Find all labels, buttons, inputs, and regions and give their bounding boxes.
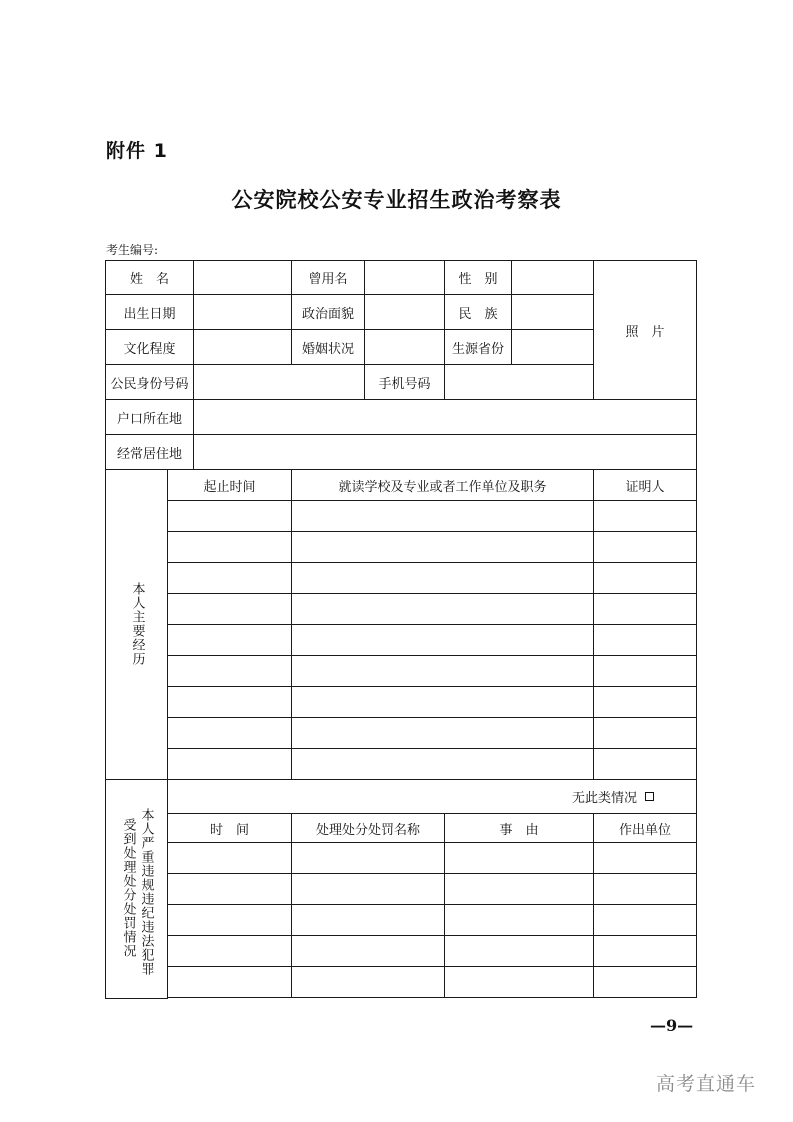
- experience-row-2-col-2[interactable]: [291, 531, 594, 563]
- gender-field[interactable]: [511, 260, 594, 295]
- experience-header-witness: 证明人: [593, 469, 697, 501]
- violations-header-reason: 事 由: [444, 813, 594, 843]
- violation-row-1-col-2[interactable]: [291, 842, 445, 874]
- experience-row-6-col-3[interactable]: [593, 655, 697, 687]
- violation-row-5-col-3[interactable]: [444, 966, 594, 998]
- experience-row-7-col-1[interactable]: [167, 686, 292, 718]
- experience-row-3-col-1[interactable]: [167, 562, 292, 594]
- ethnicity-field[interactable]: [511, 294, 594, 330]
- birth-date-field[interactable]: [193, 294, 292, 330]
- violation-row-1-col-1[interactable]: [167, 842, 292, 874]
- watermark: 高考直通车: [656, 1073, 757, 1095]
- gender-label: 性 别: [444, 260, 512, 295]
- marital-status-label: 婚姻状况: [291, 329, 365, 365]
- experience-row-6-col-1[interactable]: [167, 655, 292, 687]
- experience-row-9-col-2[interactable]: [291, 748, 594, 780]
- experience-row-4-col-1[interactable]: [167, 593, 292, 625]
- experience-header-school-unit: 就读学校及专业或者工作单位及职务: [291, 469, 594, 501]
- education-label: 文化程度: [105, 329, 194, 365]
- no-such-case-row: [167, 779, 697, 814]
- violation-row-5-col-4[interactable]: [593, 966, 697, 998]
- experience-row-5-col-3[interactable]: [593, 624, 697, 656]
- violation-row-2-col-4[interactable]: [593, 873, 697, 905]
- marital-status-field[interactable]: [364, 329, 445, 365]
- violation-row-1-col-4[interactable]: [593, 842, 697, 874]
- violations-header-issuing-unit: 作出单位: [593, 813, 697, 843]
- violation-row-4-col-3[interactable]: [444, 935, 594, 967]
- violation-row-5-col-2[interactable]: [291, 966, 445, 998]
- violation-row-3-col-1[interactable]: [167, 904, 292, 936]
- former-name-field[interactable]: [364, 260, 445, 295]
- experience-row-7-col-2[interactable]: [291, 686, 594, 718]
- violations-header-time: 时 间: [167, 813, 292, 843]
- id-number-field[interactable]: [193, 364, 365, 400]
- name-label: 姓 名: [105, 260, 194, 295]
- page-title: 公安院校公安专业招生政治考察表: [231, 188, 562, 212]
- political-status-field[interactable]: [364, 294, 445, 330]
- violations-section-label: [105, 779, 168, 999]
- experience-row-8-col-3[interactable]: [593, 717, 697, 749]
- violations-label-outer: 本人严重违规违纪违法犯罪: [138, 808, 154, 976]
- photo-label: 照 片: [625, 324, 665, 340]
- hukou-label: 户口所在地: [105, 399, 194, 435]
- violation-row-4-col-4[interactable]: [593, 935, 697, 967]
- name-field[interactable]: [193, 260, 292, 295]
- experience-row-3-col-3[interactable]: [593, 562, 697, 594]
- birth-date-label: 出生日期: [105, 294, 194, 330]
- residence-field[interactable]: [193, 434, 697, 470]
- ethnicity-label: 民 族: [444, 294, 512, 330]
- residence-label: 经常居住地: [105, 434, 194, 470]
- experience-row-5-col-1[interactable]: [167, 624, 292, 656]
- violation-row-4-col-1[interactable]: [167, 935, 292, 967]
- violation-row-2-col-2[interactable]: [291, 873, 445, 905]
- experience-row-1-col-3[interactable]: [593, 500, 697, 532]
- experience-row-4-col-3[interactable]: [593, 593, 697, 625]
- phone-label: 手机号码: [364, 364, 445, 400]
- experience-row-5-col-2[interactable]: [291, 624, 594, 656]
- former-name-label: 曾用名: [291, 260, 365, 295]
- origin-province-label: 生源省份: [444, 329, 512, 365]
- violation-row-4-col-2[interactable]: [291, 935, 445, 967]
- violation-row-5-col-1[interactable]: [167, 966, 292, 998]
- no-such-case-checkbox[interactable]: [645, 792, 654, 801]
- experience-row-1-col-1[interactable]: [167, 500, 292, 532]
- political-status-label: 政治面貌: [291, 294, 365, 330]
- hukou-field[interactable]: [193, 399, 697, 435]
- experience-row-6-col-2[interactable]: [291, 655, 594, 687]
- violation-row-3-col-4[interactable]: [593, 904, 697, 936]
- origin-province-field[interactable]: [511, 329, 594, 365]
- experience-row-9-col-1[interactable]: [167, 748, 292, 780]
- experience-row-7-col-3[interactable]: [593, 686, 697, 718]
- experience-header-period: 起止时间: [167, 469, 292, 501]
- experience-row-2-col-3[interactable]: [593, 531, 697, 563]
- violations-label-inner: 受到处理处分处罚情况: [120, 818, 136, 958]
- experience-row-9-col-3[interactable]: [593, 748, 697, 780]
- violation-row-3-col-2[interactable]: [291, 904, 445, 936]
- id-number-label: 公民身份号码: [105, 364, 194, 400]
- experience-row-2-col-1[interactable]: [167, 531, 292, 563]
- experience-label-text: 本人主要经历: [129, 582, 145, 666]
- attachment-label: 附件 1: [106, 140, 168, 162]
- education-field[interactable]: [193, 329, 292, 365]
- violation-row-2-col-1[interactable]: [167, 873, 292, 905]
- experience-row-8-col-1[interactable]: [167, 717, 292, 749]
- experience-row-4-col-2[interactable]: [291, 593, 594, 625]
- violation-row-3-col-3[interactable]: [444, 904, 594, 936]
- violation-row-2-col-3[interactable]: [444, 873, 594, 905]
- violations-label-group: [120, 808, 154, 976]
- experience-section-label: [105, 469, 168, 780]
- no-such-case-label: 无此类情况: [571, 791, 637, 806]
- photo-area[interactable]: [593, 260, 697, 400]
- violations-header-penalty-name: 处理处分处罚名称: [291, 813, 445, 843]
- page-number: —9—: [650, 1016, 694, 1035]
- experience-row-8-col-2[interactable]: [291, 717, 594, 749]
- phone-field[interactable]: [444, 364, 594, 400]
- violation-row-1-col-3[interactable]: [444, 842, 594, 874]
- experience-row-1-col-2[interactable]: [291, 500, 594, 532]
- experience-row-3-col-2[interactable]: [291, 562, 594, 594]
- exam-number-label: 考生编号:: [106, 243, 159, 257]
